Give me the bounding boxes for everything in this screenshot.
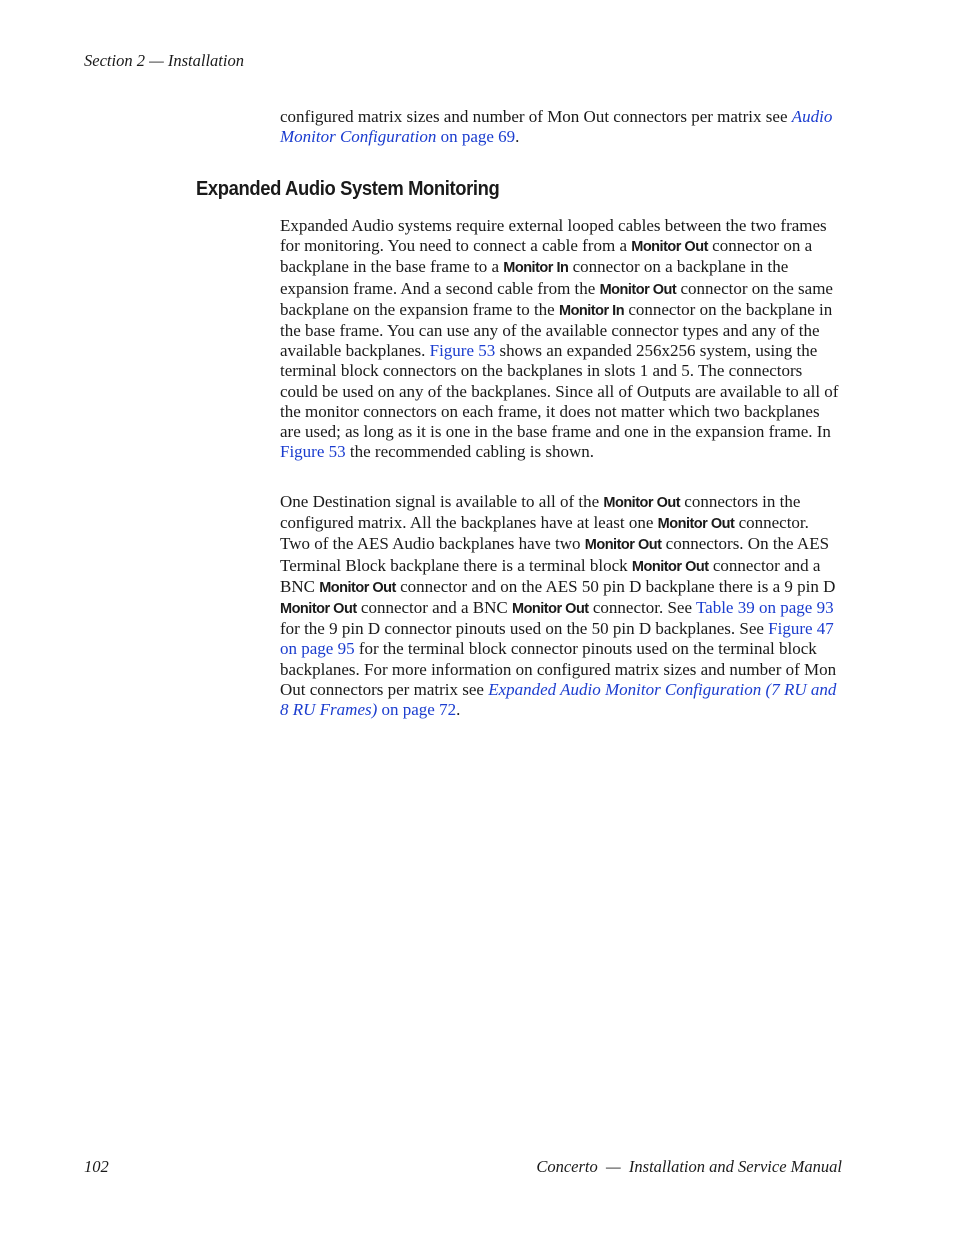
page-number: 102 xyxy=(84,1157,109,1176)
intro-text: configured matrix sizes and number of Mon Out connectors per matrix see xyxy=(280,107,792,126)
term-monitor-out: Monitor Out xyxy=(599,281,677,298)
term-monitor-out: Monitor Out xyxy=(584,537,662,554)
link-audio-monitor-configuration[interactable]: Audio Monitor Configuration on page 69 xyxy=(280,107,833,147)
link-figure-47[interactable]: Figure 47 on page 95 xyxy=(280,619,834,659)
running-header: Section 2 — Installation xyxy=(84,51,244,70)
term-monitor-out: Monitor Out xyxy=(631,239,708,256)
link-figure-53[interactable]: Figure 53 xyxy=(429,341,496,361)
link-expanded-audio-monitor-configuration[interactable]: Expanded Audio Monitor Configuration (7 RU and 8 RU Frames) on page 72 xyxy=(280,679,837,720)
running-footer: Concerto — Installation and Service Manual xyxy=(536,1157,842,1176)
term-monitor-out: Monitor Out xyxy=(280,601,357,618)
term-monitor-out: Monitor Out xyxy=(657,516,735,533)
term-monitor-out: Monitor Out xyxy=(631,558,709,575)
paragraph-1: Expanded Audio systems require external looped cables between the two frames for monitoring. You need to connect a cable from a Monitor Out connector on a backplane in the base frame to a Monitor In connector on a backplane in the expansion frame. And a second cable from the Monitor Out connector on the same backplane on the expansion frame to the Monitor In connector on the backplane in the base frame. You can use any of the available connector types and any of the available backplanes. Figure 53 shows an expanded 256x256 system, using the terminal block connectors on the backplanes in slots 1 and 5. The connectors could be used on any of the backplanes. Since all of Outputs are available to all of the monitor connectors on each frame, it does not matter which two backplanes are used; as long as it is one in the base frame and one in the expansion frame. In Figure 53 the recommended cabling is shown. xyxy=(280,216,839,462)
term-monitor-out: Monitor Out xyxy=(319,579,396,596)
intro-paragraph: configured matrix sizes and number of Mon Out connectors per matrix see Audio Monitor Configuration on page 69. xyxy=(280,107,833,147)
term-monitor-out: Monitor Out xyxy=(511,601,589,618)
term-monitor-in: Monitor In xyxy=(503,260,569,277)
link-table-39[interactable]: Table 39 on page 93 xyxy=(695,598,834,618)
term-monitor-out: Monitor Out xyxy=(603,495,681,511)
term-monitor-in: Monitor In xyxy=(558,302,625,319)
link-figure-53[interactable]: Figure 53 xyxy=(280,442,346,462)
section-heading: Expanded Audio System Monitoring xyxy=(196,178,500,200)
paragraph-2: One Destination signal is available to all of the Monitor Out connectors in the configured matrix. All the backplanes have at least one Monitor Out connector. Two of the AES Audio backplanes have two Monitor Out connectors. On the AES Terminal Block backplane there is a terminal block Monitor Out connector and a BNC Monitor Out connector and on the AES 50 pin D backplane there is a 9 pin D Monitor Out connector and a BNC Monitor Out connector. See Table 39 on page 93 for the 9 pin D connector pinouts used on the 50 pin D backplanes. See Figure 47 on page 95 for the terminal block connector pinouts used on the terminal block backplanes. For more information on configured matrix sizes and number of Mon Out connectors per matrix see Expanded Audio Monitor Configuration (7 RU and 8 RU Frames) on page 72. xyxy=(280,492,837,720)
